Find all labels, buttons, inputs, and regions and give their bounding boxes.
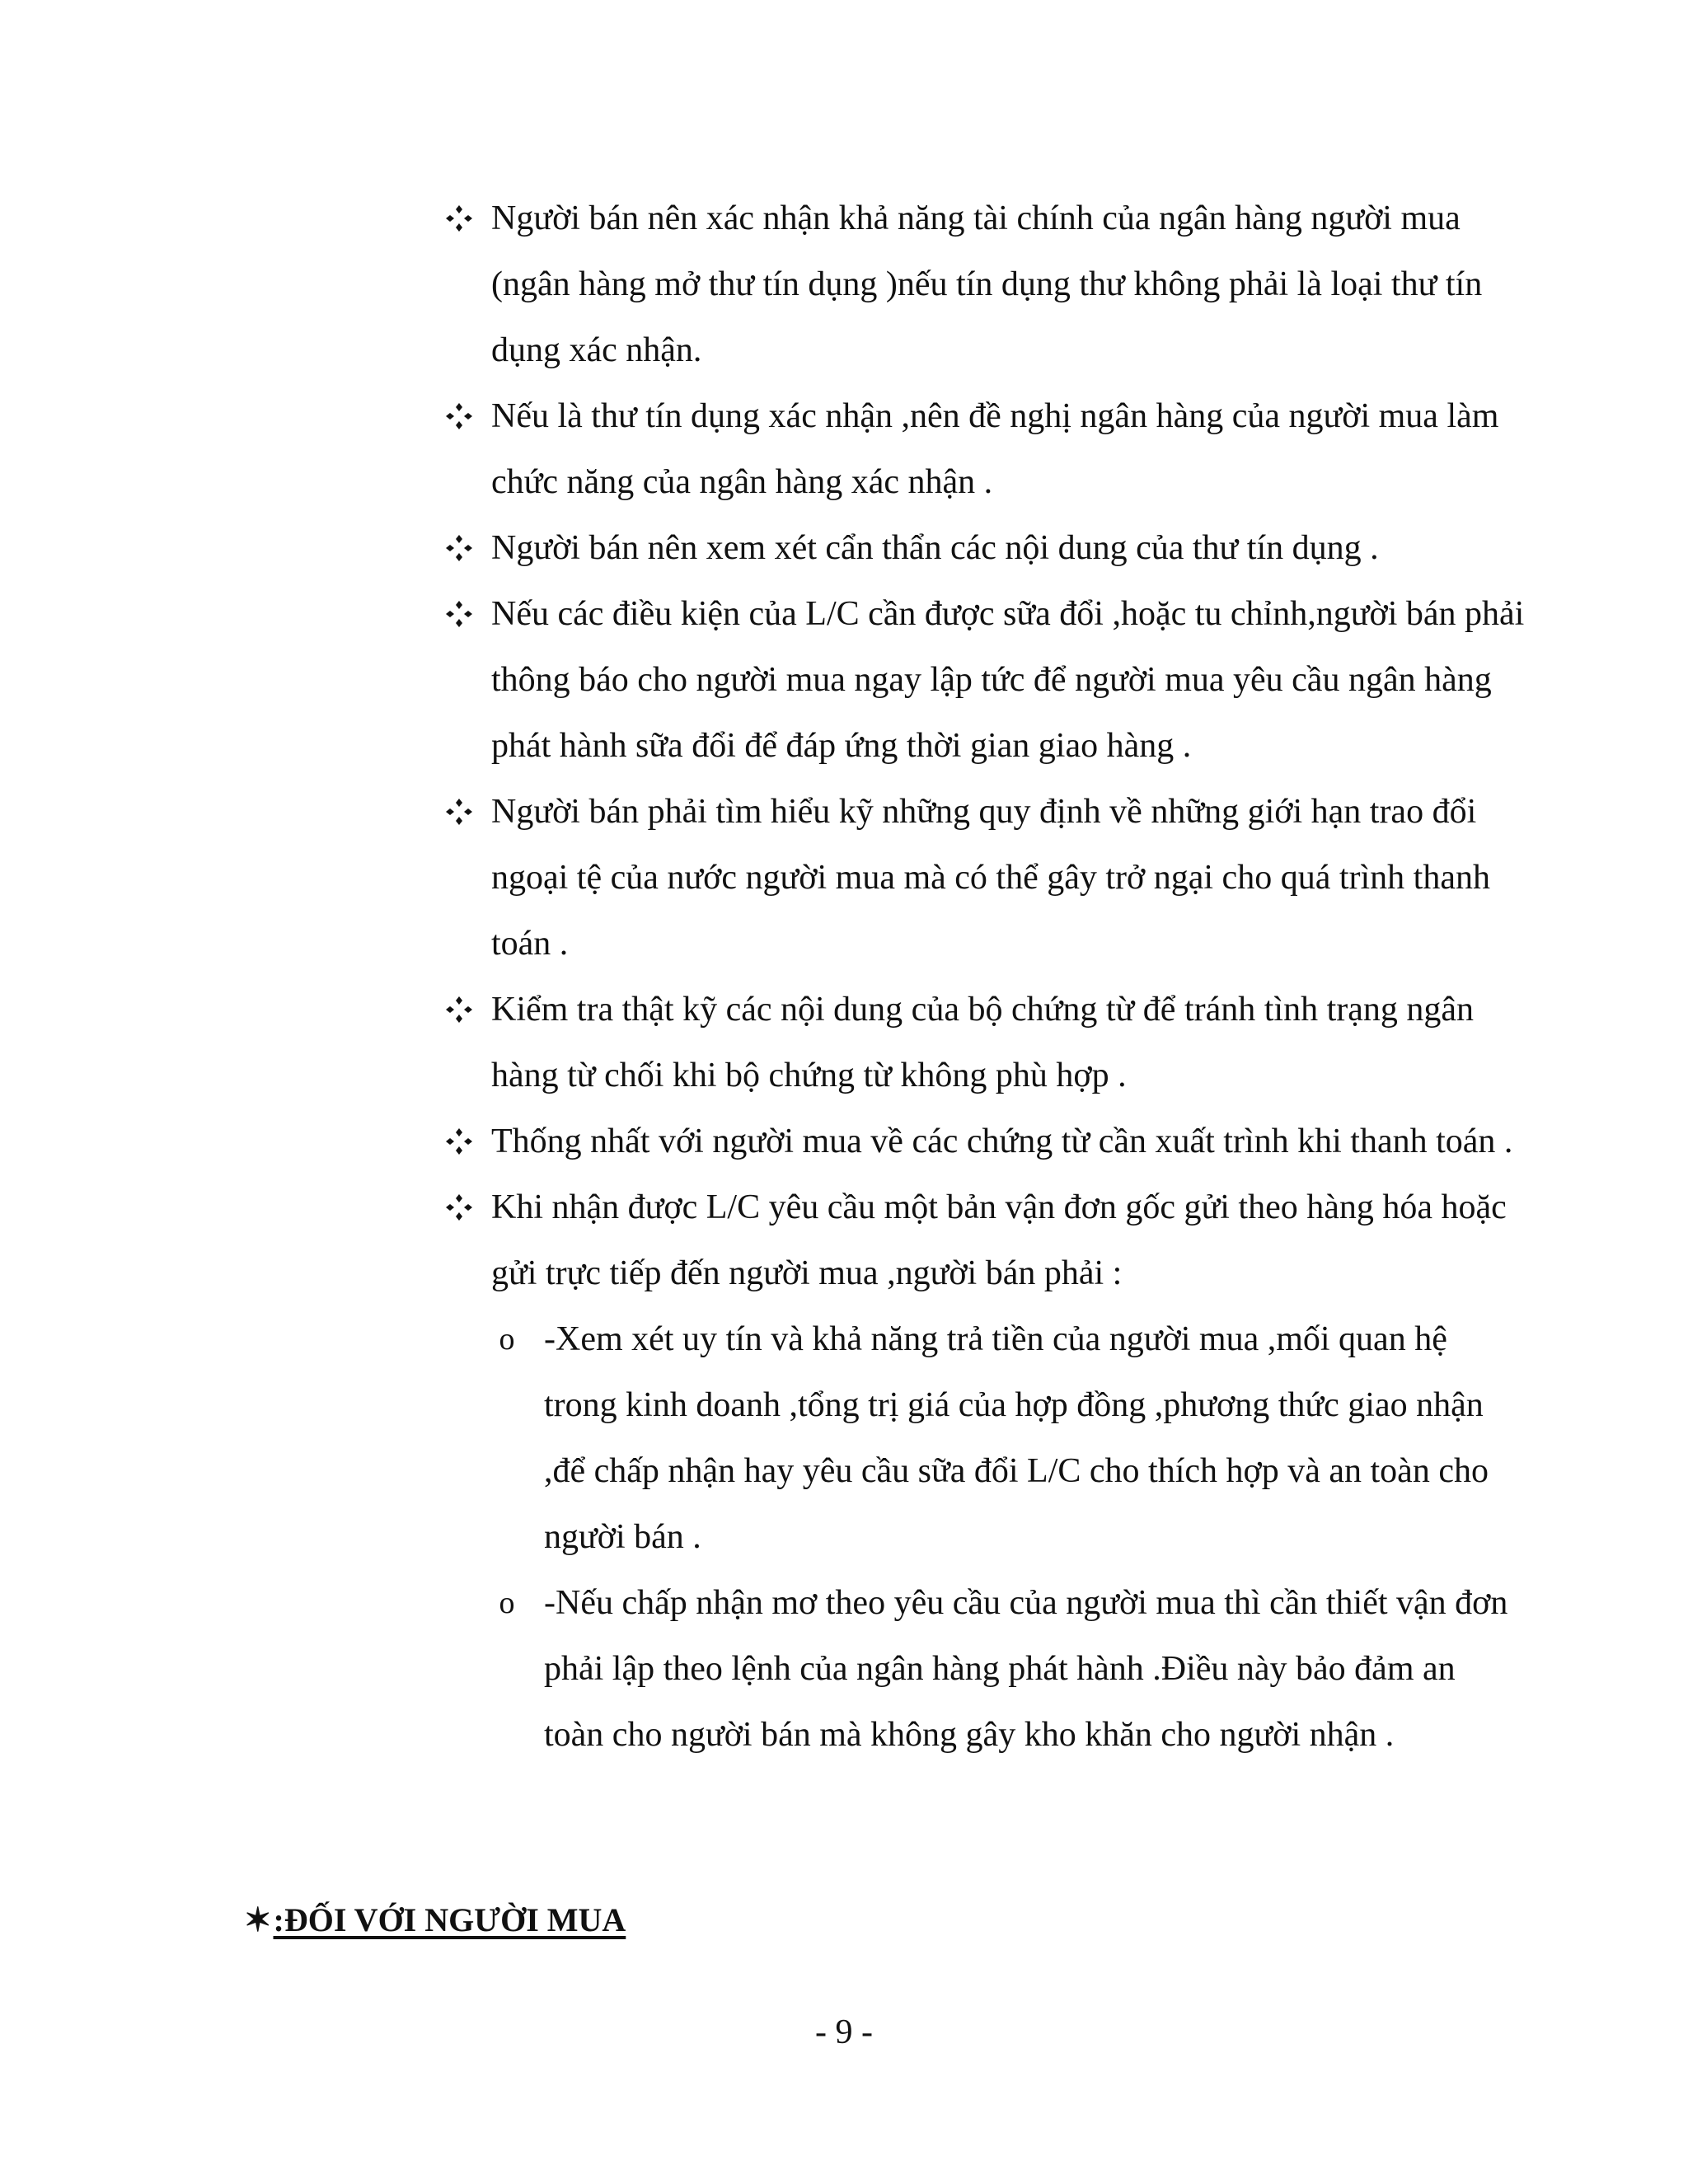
sub-list-item [495, 1306, 1517, 1570]
diamond-bullet-icon [443, 383, 475, 449]
list-item [443, 581, 1540, 779]
list-item-text: Nếu các điều kiện của L/C cần được sữa đổi ,hoặc tu chỉnh,người bán phải thông báo cho người mua ngay lập tức để người mua yêu cầu ngân hàng phát hành sữa đổi để đáp ứng thời gian giao hàng . [491, 595, 1525, 765]
list-item-text: Người bán phải tìm hiểu kỹ những quy định về những giới hạn trao đổi ngoại tệ của nước người mua mà có thể gây trở ngại cho quá trình thanh toán . [491, 793, 1490, 963]
list-item-text: Kiểm tra thật kỹ các nội dung của bộ chứng từ để tránh tình trạng ngân hàng từ chối khi bộ chứng từ không phù hợp . [491, 991, 1475, 1094]
circle-bullet-icon: o [499, 1586, 515, 1620]
diamond-bullet-icon [443, 1108, 475, 1174]
sub-list-item [495, 1570, 1517, 1768]
list-item [443, 185, 1540, 383]
diamond-bullet-icon [443, 977, 475, 1043]
list-item [443, 1108, 1540, 1174]
list-item-text: Người bán nên xem xét cẩn thẩn các nội dung của thư tín dụng . [491, 529, 1379, 567]
section-heading-text: :ĐỐI VỚI NGƯỜI MUA [273, 1901, 626, 1938]
list-item-text: Người bán nên xác nhận khả năng tài chính của ngân hàng người mua (ngân hàng mở thư tín dụng )nếu tín dụng thư không phải là loại thư tín dụng xác nhận. [491, 199, 1483, 369]
diamond-bullet-icon [443, 515, 475, 581]
diamond-bullet-icon [443, 581, 475, 647]
list-item [443, 1174, 1540, 1306]
diamond-bullet-icon [443, 185, 475, 251]
section-heading [244, 1896, 626, 1945]
list-item [443, 779, 1540, 977]
page-number: - 9 - [815, 2013, 873, 2051]
list-item-text: Khi nhận được L/C yêu cầu một bản vận đơn gốc gửi theo hàng hóa hoặc gửi trực tiếp đến người mua ,người bán phải : [491, 1188, 1507, 1292]
diamond-bullet-icon [443, 779, 475, 845]
list-item-text: Nếu là thư tín dụng xác nhận ,nên đề nghị ngân hàng của người mua làm chức năng của ngân hàng xác nhận . [491, 397, 1499, 501]
list-item [443, 515, 1540, 581]
list-item [443, 977, 1540, 1108]
diamond-bullet-icon [443, 1174, 475, 1240]
bullet-list [443, 185, 1540, 1768]
sub-list-item-text: -Xem xét uy tín và khả năng trả tiền của người mua ,mối quan hệ trong kinh doanh ,tổng trị giá của hợp đồng ,phương thức giao nhận ,để chấp nhận hay yêu cầu sữa đổi L/C cho thích hợp và an toàn cho người bán . [544, 1320, 1489, 1556]
list-item [443, 383, 1540, 515]
circle-bullet-icon: o [499, 1322, 515, 1357]
star-icon: ✶ [244, 1901, 272, 1938]
list-item-text: Thống nhất với người mua về các chứng từ cần xuất trình khi thanh toán . [491, 1122, 1513, 1160]
sub-list-item-text: -Nếu chấp nhận mơ theo yêu cầu của người mua thì cần thiết vận đơn phải lập theo lệnh của ngân hàng phát hành .Điều này bảo đảm an toàn cho người bán mà không gây kho khăn cho người nhận . [544, 1584, 1508, 1754]
